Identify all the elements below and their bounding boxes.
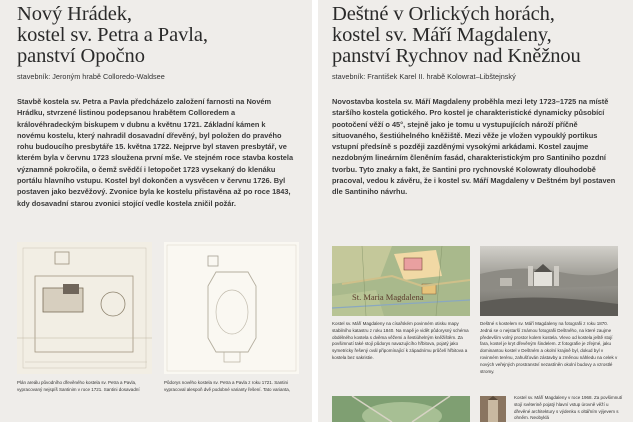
aerial-garden-drawing <box>332 396 470 422</box>
floor-plan-drawing <box>164 242 299 374</box>
right-panel <box>318 0 633 422</box>
historic-photo-1870 <box>480 246 618 316</box>
site-plan-drawing <box>17 242 152 374</box>
right-subtitle: stavebník: František Karel II. hrabě Kolowrat–Libštejnský <box>332 72 516 81</box>
left-title-line3: panství Opočno <box>17 45 145 67</box>
left-subtitle: stavebník: Jeroným hrabě Colloredo-Waldsee <box>17 72 165 81</box>
right-title-line2: kostel sv. Máří Magdaleny, <box>332 24 552 46</box>
site-plan-image <box>17 242 152 374</box>
cadastral-map-drawing <box>332 246 470 316</box>
historic-photo-caption: Deštné s kostelem sv. Máří Magdaleny na fotografii z roku 1870. Jedná se o nejstarší známou fotografii Deštného, na které zaujme především volný prostor kolem kostela. Vlevo od kostela ještě stojí fara, kostel je kryt dřevěným šindelem. Z fotografie je zřejmé, jaku dominantou kostel v Deštném a okolní krajině byl, dokud byl v rovinném terénu, zahušťován zástavby a změnou náhledu na celek v nových veřejných prostranství nezastíněn okolní budovy a vzrostlé stromy. <box>480 321 618 374</box>
aerial-garden-image <box>332 396 470 422</box>
church-1968-caption: Kostel sv. Máří Magdaleny v roce 1968. Za povšimnutí stojí svéterině pojatý hlavní vstup úrovně věží u dřevěné architektury s výdenku s oltářním výjevem s ohněm. Neobyklá <box>514 395 623 421</box>
right-body-text: Novostavba kostela sv. Máří Magdaleny proběhla mezi lety 1723–1725 na místě staršího kostela gotického. Pro kostel je charakteristické dynamicky působící pootočení věží o 45°, stejně jako je tomu u vystupujících nároží příčně situovaného, šestiúhelného kněžiště. Mezi věže je vložen vypouklý portikus vstupní předsíně s později zazděnými vysokými arkádami. Kostel zaujme nezdobným lineárním členěním fasád, charakteristickým pro Santiniho pozdní tvorbu. Tyto znaky a fakt, že Santini pro rychnovské Kolowraty dlouhodobě pracoval, vedou k závěru, že i kostel sv. Máří Magdaleny v Deštném byl postaven dle Santiniho návrhu. <box>332 97 616 197</box>
left-panel <box>0 0 312 422</box>
left-title-line1: Nový Hrádek, <box>17 3 132 25</box>
cadastral-map-caption: Kostel sv. Máří Magdaleny na císařském povinném otisku mapy stabilního katastru z roku 1840. Na mapě je vidět půdorysný schéma obdélného kostela s dvěma věžemi a šestiúhelným kněžištěm. Za povšimnutí také stojí půdorys navazujícího hřbitova, pojatý jako symetricky řešený ovál připomínající k západnímu průčelí hřbitova a kostela bez sakristie. <box>332 321 469 360</box>
map-label: St. Maria Magdalena <box>352 292 424 302</box>
church-1968-photo <box>480 396 506 422</box>
right-title-line1: Deštné v Orlických horách, <box>332 3 555 25</box>
cadastral-map-image <box>332 246 470 316</box>
church-floor-plan-image <box>164 242 299 374</box>
left-body-text: Stavbě kostela sv. Petra a Pavla předcházelo založení farnosti na Novém Hrádku, stvrzené listinou podepsanou hrabětem Colloredem a královéhradeckým biskupem v dubnu a květnu 1721. Základní kámen k novému kostelu, který nahradil dosavadní dřevěný, byl položen do pravého rohu budoucího presbytáře 15. května 1722. Nejprve byl staven presbytář, ve kterém byla v červnu 1723 sloužena první mše. Ve stejném roce stavba kostela významně pokročila, o čemž svědčí i letopočet 1723 vysekaný do klenáku portálu hlavního vstupu. Kostel byl dokončen a vysvěcen v červnu 1726. Byl postaven jako bezvěžový. Zvonice byla ke kostelu přistavěna až po roce 1843, kdy dosavadní starou zvonici stojící vedle kostela zničil požár. <box>17 97 294 208</box>
floor-plan-caption: Půdorys nového kostela sv. Petra a Pavla z roku 1721. Santini vypracoval alespoň dvě podobné varianty řešení. Tato varianta, <box>164 380 290 392</box>
historic-photo-drawing <box>480 246 618 316</box>
right-title-line3: panství Rychnov nad Kněžnou <box>332 45 581 67</box>
site-plan-caption: Plán areálu původního dřevěného kostela sv. Petra a Pavla, vypracovaný nejspíš Santinim v roce 1721. Santini dosavadní <box>17 380 140 392</box>
church-1968-drawing <box>480 396 506 422</box>
left-title-line2: kostel sv. Petra a Pavla, <box>17 24 208 46</box>
right-title <box>332 4 581 67</box>
left-title <box>17 4 208 67</box>
